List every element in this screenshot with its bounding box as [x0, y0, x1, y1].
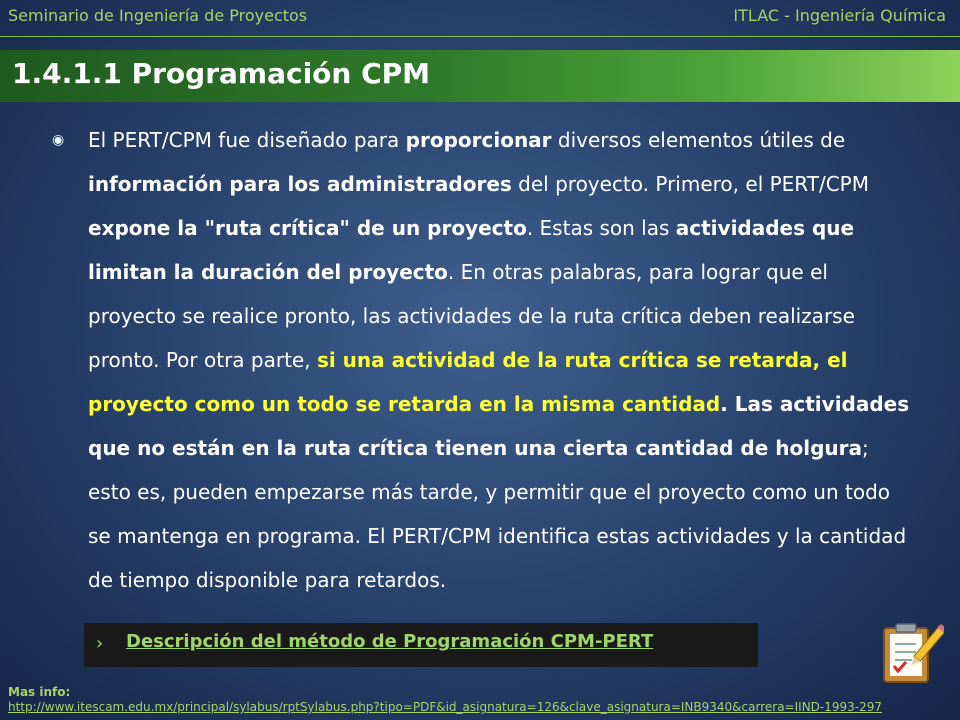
bold-span: expone la "ruta crítica" de un proyecto	[88, 216, 527, 240]
text-span: . Estas son las	[526, 216, 676, 240]
text-span: ; esto es, pueden empezarse más tarde, y permitir que el proyecto como un todo se mantenga en programa. El PERT/CPM identifica estas actividades y la cantidad de tiempo disponible para retardos.	[88, 436, 907, 592]
bold-span: . Las actividades que no están en la ruta crítica tienen una cierta cantidad de holgura	[88, 392, 910, 460]
text-span: del proyecto. Primero, el PERT/CPM	[511, 172, 869, 196]
clipboard-pencil-icon	[874, 618, 944, 686]
header-institution: ITLAC - Ingeniería Química	[733, 6, 946, 25]
header-course-title: Seminario de Ingeniería de Proyectos	[8, 6, 308, 25]
slide-header	[0, 0, 960, 37]
more-info-url[interactable]: http://www.itescam.edu.mx/principal/sylabus/rptSylabus.php?tipo=PDF&id_asignatura=126&clave_asignatura=INB9340&carrera=IIND-1993-297	[8, 700, 883, 714]
slide-title: 1.4.1.1 Programación CPM	[12, 57, 431, 90]
chevron-right-icon: ›	[96, 633, 104, 654]
highlight-span: si una actividad de la ruta crítica se retarda, el proyecto como un todo se retarda en la misma cantidad	[88, 348, 848, 416]
link-box	[84, 623, 758, 667]
main-paragraph	[88, 118, 916, 602]
target-bullet-icon: ◉	[52, 132, 65, 148]
bold-span: información para los administradores	[88, 172, 512, 196]
bold-span: actividades que limitan la duración del proyecto	[88, 216, 855, 284]
slide-content	[52, 118, 916, 602]
text-span: diversos elementos útiles de	[551, 128, 846, 152]
more-info-label: Mas info:	[8, 685, 71, 699]
text-span: El PERT/CPM fue diseñado para	[88, 128, 406, 152]
cpm-pert-link[interactable]: Descripción del método de Programación CPM-PERT	[126, 631, 654, 652]
clipboard-pencil-svg	[874, 618, 944, 686]
text-span: . En otras palabras, para lograr que el proyecto se realice pronto, las actividades de la ruta crítica deben realizarse pronto. Por otra parte,	[88, 260, 855, 372]
title-band	[0, 50, 960, 102]
bold-span: proporcionar	[405, 128, 552, 152]
